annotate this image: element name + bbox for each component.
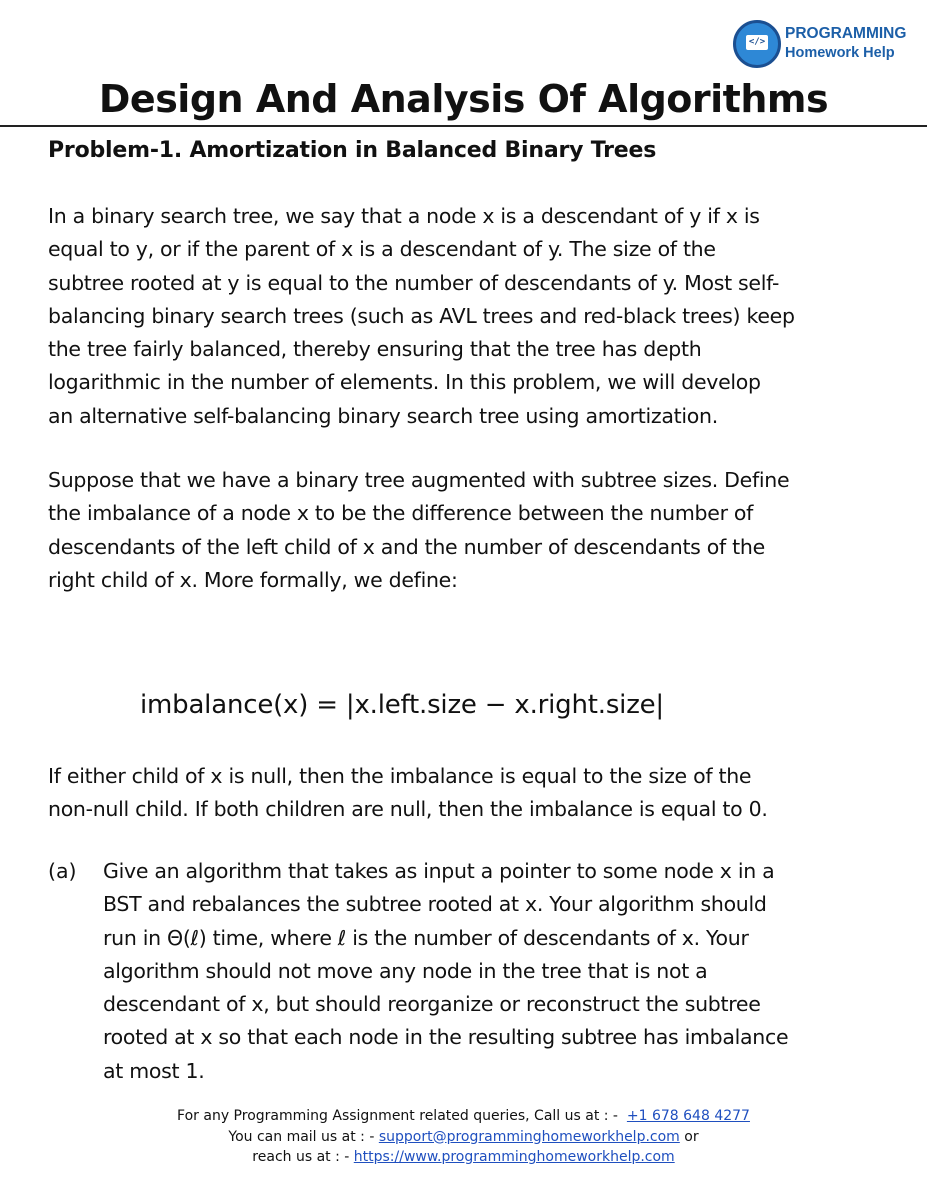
- phone-link[interactable]: +1 678 648 4277: [626, 1108, 750, 1124]
- paragraph-line: subtree rooted at y is equal to the number of descendants of y. Most self-: [48, 270, 780, 295]
- footer-web-text: reach us at : -: [252, 1149, 350, 1165]
- paragraph-line: logarithmic in the number of elements. In this problem, we will develop: [48, 370, 761, 395]
- paragraph-line: an alternative self-balancing binary search tree using amortization.: [48, 403, 718, 428]
- paragraph-line: right child of x. More formally, we define:: [48, 567, 458, 592]
- document-title: Design And Analysis Of Algorithms: [98, 77, 829, 121]
- footer-mail-text: You can mail us at : -: [228, 1128, 375, 1145]
- footer-call-line: [0, 1106, 927, 1127]
- paragraph-line: the imbalance of a node x to be the difference between the number of: [48, 501, 754, 526]
- footer-call-text: For any Programming Assignment related queries, Call us at : -: [177, 1108, 618, 1124]
- null-child-paragraph: [48, 760, 768, 827]
- paragraph-line: descendants of the left child of x and the number of descendants of the: [48, 534, 765, 559]
- item-line: BST and rebalances the subtree rooted at x. Your algorithm should: [103, 892, 767, 917]
- item-a-marker: (a): [48, 859, 77, 883]
- item-line: run in Θ(ℓ) time, where ℓ is the number of descendants of x. Your: [103, 925, 749, 950]
- item-line: Give an algorithm that takes as input a pointer to some node x in a: [103, 859, 775, 883]
- page-footer: [0, 1106, 927, 1168]
- item-line: rooted at x so that each node in the resulting subtree has imbalance: [103, 1025, 789, 1050]
- code-brackets-icon: [733, 20, 781, 68]
- paragraph-line: equal to y, or if the parent of x is a descendant of y. The size of the: [48, 237, 716, 262]
- paragraph-line: In a binary search tree, we say that a node x is a descendant of y if x is: [48, 204, 760, 228]
- logo-text-homework-help: Homework Help: [785, 45, 895, 61]
- paragraph-line: If either child of x is null, then the imbalance is equal to the size of the: [48, 764, 752, 788]
- paragraph-line: balancing binary search trees (such as AVL trees and red-black trees) keep: [48, 303, 795, 328]
- item-line: descendant of x, but should reorganize or reconstruct the subtree: [103, 992, 761, 1017]
- logo-text-programming: PROGRAMMING: [785, 25, 907, 42]
- imbalance-formula: imbalance(x) = |x.left.size − x.right.size|: [140, 690, 664, 720]
- title-divider: [0, 125, 927, 127]
- intro-paragraph: [48, 200, 795, 433]
- footer-mail-suffix: or: [684, 1128, 699, 1145]
- item-a-text: [103, 855, 788, 1088]
- email-link[interactable]: support@programminghomeworkhelp.com: [378, 1128, 680, 1145]
- paragraph-line: the tree fairly balanced, thereby ensuring that the tree has depth: [48, 337, 702, 362]
- footer-mail-line: [0, 1127, 927, 1148]
- item-line: at most 1.: [103, 1058, 205, 1083]
- brand-logo: [733, 18, 923, 74]
- paragraph-line: Suppose that we have a binary tree augmented with subtree sizes. Define: [48, 468, 790, 492]
- paragraph-line: non-null child. If both children are null, then the imbalance is equal to 0.: [48, 797, 768, 822]
- definition-paragraph: [48, 464, 789, 597]
- footer-web-line: [0, 1147, 927, 1168]
- problem-title: Problem-1. Amortization in Balanced Binary Trees: [48, 138, 657, 163]
- website-link[interactable]: https://www.programminghomeworkhelp.com: [353, 1149, 675, 1165]
- item-line: algorithm should not move any node in the tree that is not a: [103, 958, 708, 983]
- logo-code-glyph: </>: [746, 35, 768, 50]
